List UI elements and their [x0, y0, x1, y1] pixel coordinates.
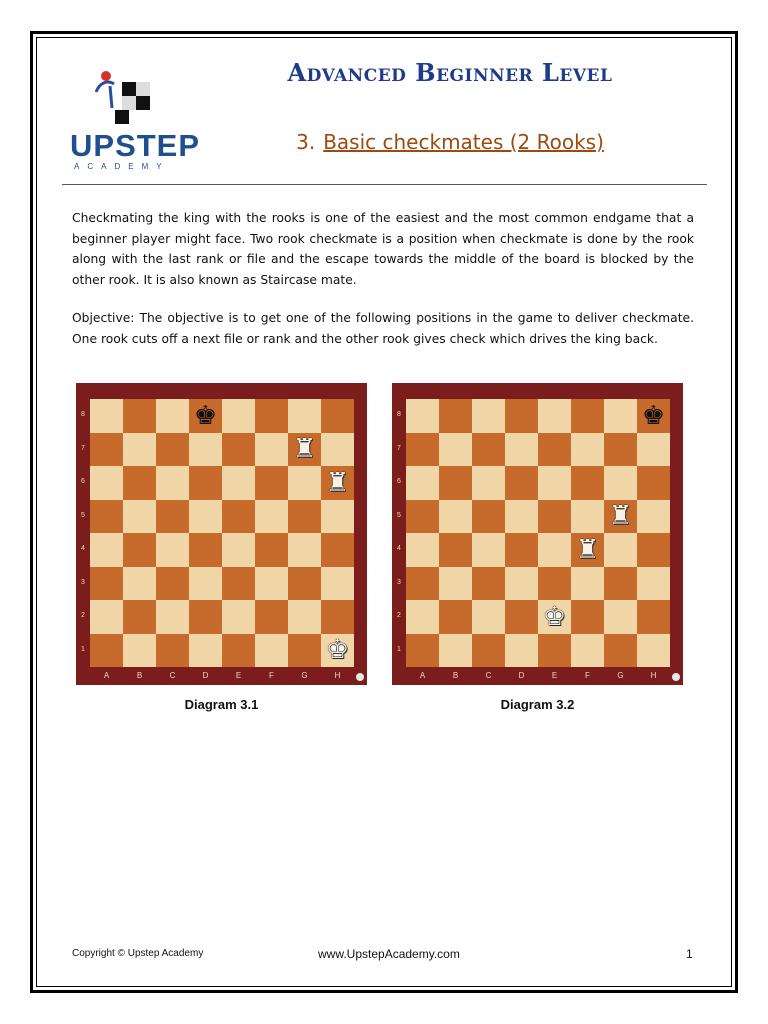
board-square-d5 — [189, 500, 222, 534]
board-square-h2 — [321, 600, 354, 634]
board-square-b5 — [439, 500, 472, 534]
level-title: Advanced Beginner Level — [287, 58, 613, 87]
board-square-d1 — [189, 634, 222, 668]
board-square-b6 — [439, 466, 472, 500]
board-square-c2 — [472, 600, 505, 634]
file-label: D — [202, 671, 209, 680]
board-square-e1 — [222, 634, 255, 668]
board-square-d3 — [189, 567, 222, 601]
board-square-h3 — [637, 567, 670, 601]
board-square-a6 — [406, 466, 439, 500]
board-square-f3 — [571, 567, 604, 601]
board-square-g2 — [604, 600, 637, 634]
file-label: E — [235, 671, 242, 680]
rank-label: 8 — [397, 411, 401, 418]
board-square-f1 — [255, 634, 288, 668]
board-square-d6 — [189, 466, 222, 500]
board-square-c1 — [156, 634, 189, 668]
board-square-a1 — [90, 634, 123, 668]
board-square-b8 — [439, 399, 472, 433]
board-square-h4 — [321, 533, 354, 567]
board-square-b5 — [123, 500, 156, 534]
rank-label: 4 — [397, 545, 401, 552]
board-square-d2 — [189, 600, 222, 634]
board-square-d8 — [505, 399, 538, 433]
board-square-f7 — [571, 433, 604, 467]
rank-label: 1 — [81, 645, 85, 653]
board-square-a8 — [90, 399, 123, 433]
board-square-e4 — [222, 533, 255, 567]
board-square-e4 — [538, 533, 571, 567]
board-square-c3 — [472, 567, 505, 601]
board-square-g6 — [288, 466, 321, 500]
board-square-f8 — [255, 399, 288, 433]
board-square-e3 — [538, 567, 571, 601]
topic-title — [240, 130, 660, 154]
rank-label: 7 — [397, 444, 401, 452]
file-label: D — [518, 671, 525, 680]
board-square-h4 — [637, 533, 670, 567]
board-square-g5 — [288, 500, 321, 534]
board-square-a1 — [406, 634, 439, 668]
board-square-f5 — [571, 500, 604, 534]
board-square-d7 — [505, 433, 538, 467]
board-corner-dot — [356, 673, 364, 681]
diagram-caption-1: Diagram 3.1 — [184, 697, 259, 712]
file-label: G — [617, 671, 624, 680]
rank-label: 5 — [81, 511, 85, 519]
board-square-f6 — [571, 466, 604, 500]
board-square-g8 — [288, 399, 321, 433]
board-corner-dot — [672, 673, 680, 681]
board-square-c3 — [156, 567, 189, 601]
board-square-b2 — [123, 600, 156, 634]
board-square-g6 — [604, 466, 637, 500]
board-square-f7 — [255, 433, 288, 467]
board-square-a6 — [90, 466, 123, 500]
rank-label: 1 — [397, 645, 401, 653]
board-square-f2 — [255, 600, 288, 634]
board-square-h1 — [637, 634, 670, 668]
footer-website[interactable]: www.UpstepAcademy.com — [318, 947, 460, 961]
board-square-c6 — [472, 466, 505, 500]
chess-board-person-logo-icon — [70, 68, 190, 128]
board-square-g3 — [288, 567, 321, 601]
board-square-e6 — [222, 466, 255, 500]
black-king-icon: ♚ — [641, 400, 666, 431]
board-square-b7 — [439, 433, 472, 467]
board-square-b1 — [439, 634, 472, 668]
board-square-g1 — [288, 634, 321, 668]
logo-subtitle: ACADEMY — [74, 162, 170, 171]
rank-label: 3 — [397, 578, 401, 586]
file-label: G — [301, 671, 308, 680]
board-square-a7 — [406, 433, 439, 467]
board-square-e1 — [538, 634, 571, 668]
white-king-icon: ♚ — [325, 635, 350, 666]
board-square-b1 — [123, 634, 156, 668]
file-label: E — [551, 671, 558, 680]
board-square-e7 — [222, 433, 255, 467]
file-label: A — [103, 671, 110, 680]
white-king-icon: ♚ — [542, 601, 567, 632]
board-square-a5 — [90, 500, 123, 534]
file-label: B — [136, 671, 143, 680]
board-square-b3 — [123, 567, 156, 601]
board-square-f6 — [255, 466, 288, 500]
intro-paragraph: Checkmating the king with the rooks is one of the easiest and the most common endgame that a beginner player might face. Two rook checkmate is a position when checkmate is done by the rook along with the last rank or file and the escape towards the middle of the board is blocked by the other rook. It is also known as Staircase mate. — [72, 211, 694, 287]
board-square-h3 — [321, 567, 354, 601]
rank-label: 6 — [81, 478, 85, 485]
board-square-b2 — [439, 600, 472, 634]
board-square-e5 — [222, 500, 255, 534]
board-square-c4 — [156, 533, 189, 567]
board-square-e8 — [538, 399, 571, 433]
board-square-d2 — [505, 600, 538, 634]
board-square-a7 — [90, 433, 123, 467]
board-square-f5 — [255, 500, 288, 534]
board-square-a5 — [406, 500, 439, 534]
board-square-c8 — [156, 399, 189, 433]
file-label: C — [169, 671, 176, 680]
board-square-a2 — [90, 600, 123, 634]
board-square-d6 — [505, 466, 538, 500]
board-square-b4 — [123, 533, 156, 567]
white-rook-icon: ♜ — [325, 467, 350, 498]
logo-name: UPSTEP — [70, 128, 201, 163]
board-square-e7 — [538, 433, 571, 467]
board-square-c7 — [156, 433, 189, 467]
board-square-f2 — [571, 600, 604, 634]
board-square-c6 — [156, 466, 189, 500]
board-square-f1 — [571, 634, 604, 668]
board-square-h7 — [637, 433, 670, 467]
board-square-d4 — [505, 533, 538, 567]
board-square-c5 — [472, 500, 505, 534]
header-divider — [62, 184, 707, 185]
board-square-b3 — [439, 567, 472, 601]
board-square-c8 — [472, 399, 505, 433]
board-square-a2 — [406, 600, 439, 634]
board-square-a3 — [406, 567, 439, 601]
footer-copyright: Copyright © Upstep Academy — [72, 948, 204, 959]
board-square-g4 — [604, 533, 637, 567]
board-square-a4 — [406, 533, 439, 567]
board-square-g4 — [288, 533, 321, 567]
board-grid — [90, 399, 354, 667]
board-square-g2 — [288, 600, 321, 634]
board-square-c2 — [156, 600, 189, 634]
board-square-d4 — [189, 533, 222, 567]
file-label: B — [452, 671, 459, 680]
footer-page-number: 1 — [686, 947, 693, 961]
rank-label: 8 — [81, 411, 85, 418]
board-square-a3 — [90, 567, 123, 601]
board-square-e2 — [222, 600, 255, 634]
board-square-d3 — [505, 567, 538, 601]
board-square-f3 — [255, 567, 288, 601]
topic-text: Basic checkmates (2 Rooks) — [323, 130, 604, 154]
rank-label: 2 — [397, 612, 401, 619]
board-square-a8 — [406, 399, 439, 433]
board-square-c5 — [156, 500, 189, 534]
board-square-f4 — [255, 533, 288, 567]
file-label: A — [419, 671, 426, 680]
board-square-g1 — [604, 634, 637, 668]
white-rook-icon: ♜ — [292, 434, 317, 465]
board-square-f8 — [571, 399, 604, 433]
file-label: F — [585, 671, 590, 680]
board-square-b6 — [123, 466, 156, 500]
rank-label: 6 — [397, 478, 401, 485]
board-square-c4 — [472, 533, 505, 567]
board-square-d5 — [505, 500, 538, 534]
board-square-d7 — [189, 433, 222, 467]
board-square-e5 — [538, 500, 571, 534]
rank-label: 2 — [81, 612, 85, 619]
rank-label: 5 — [397, 511, 401, 519]
board-square-c7 — [472, 433, 505, 467]
objective-paragraph: Objective: The objective is to get one of the following positions in the game to deliver checkmate. One rook cuts off a next file or rank and the other rook gives check which drives the king back. — [72, 311, 694, 346]
rank-label: 3 — [81, 578, 85, 586]
file-label: C — [485, 671, 492, 680]
diagram-caption-2: Diagram 3.2 — [500, 697, 575, 712]
board-square-a4 — [90, 533, 123, 567]
board-square-e3 — [222, 567, 255, 601]
board-square-b8 — [123, 399, 156, 433]
board-square-c1 — [472, 634, 505, 668]
rank-label: 4 — [81, 545, 85, 552]
rank-label: 7 — [81, 444, 85, 452]
file-label: H — [650, 671, 657, 680]
file-label: F — [269, 671, 274, 680]
board-square-h5 — [637, 500, 670, 534]
board-square-h7 — [321, 433, 354, 467]
board-grid — [406, 399, 670, 667]
board-square-e8 — [222, 399, 255, 433]
file-label: H — [334, 671, 341, 680]
board-square-g8 — [604, 399, 637, 433]
board-square-h5 — [321, 500, 354, 534]
white-rook-icon: ♜ — [608, 501, 633, 532]
board-square-e6 — [538, 466, 571, 500]
topic-number: 3. — [296, 130, 316, 154]
white-rook-icon: ♜ — [575, 534, 600, 565]
board-square-h2 — [637, 600, 670, 634]
board-square-g3 — [604, 567, 637, 601]
upstep-logo — [70, 68, 201, 172]
board-square-h8 — [321, 399, 354, 433]
black-king-icon: ♚ — [193, 400, 218, 431]
board-square-d1 — [505, 634, 538, 668]
chess-diagram-1 — [76, 383, 367, 685]
board-square-b7 — [123, 433, 156, 467]
chess-diagram-2 — [392, 383, 683, 685]
board-square-b4 — [439, 533, 472, 567]
board-square-g7 — [604, 433, 637, 467]
board-square-h6 — [637, 466, 670, 500]
